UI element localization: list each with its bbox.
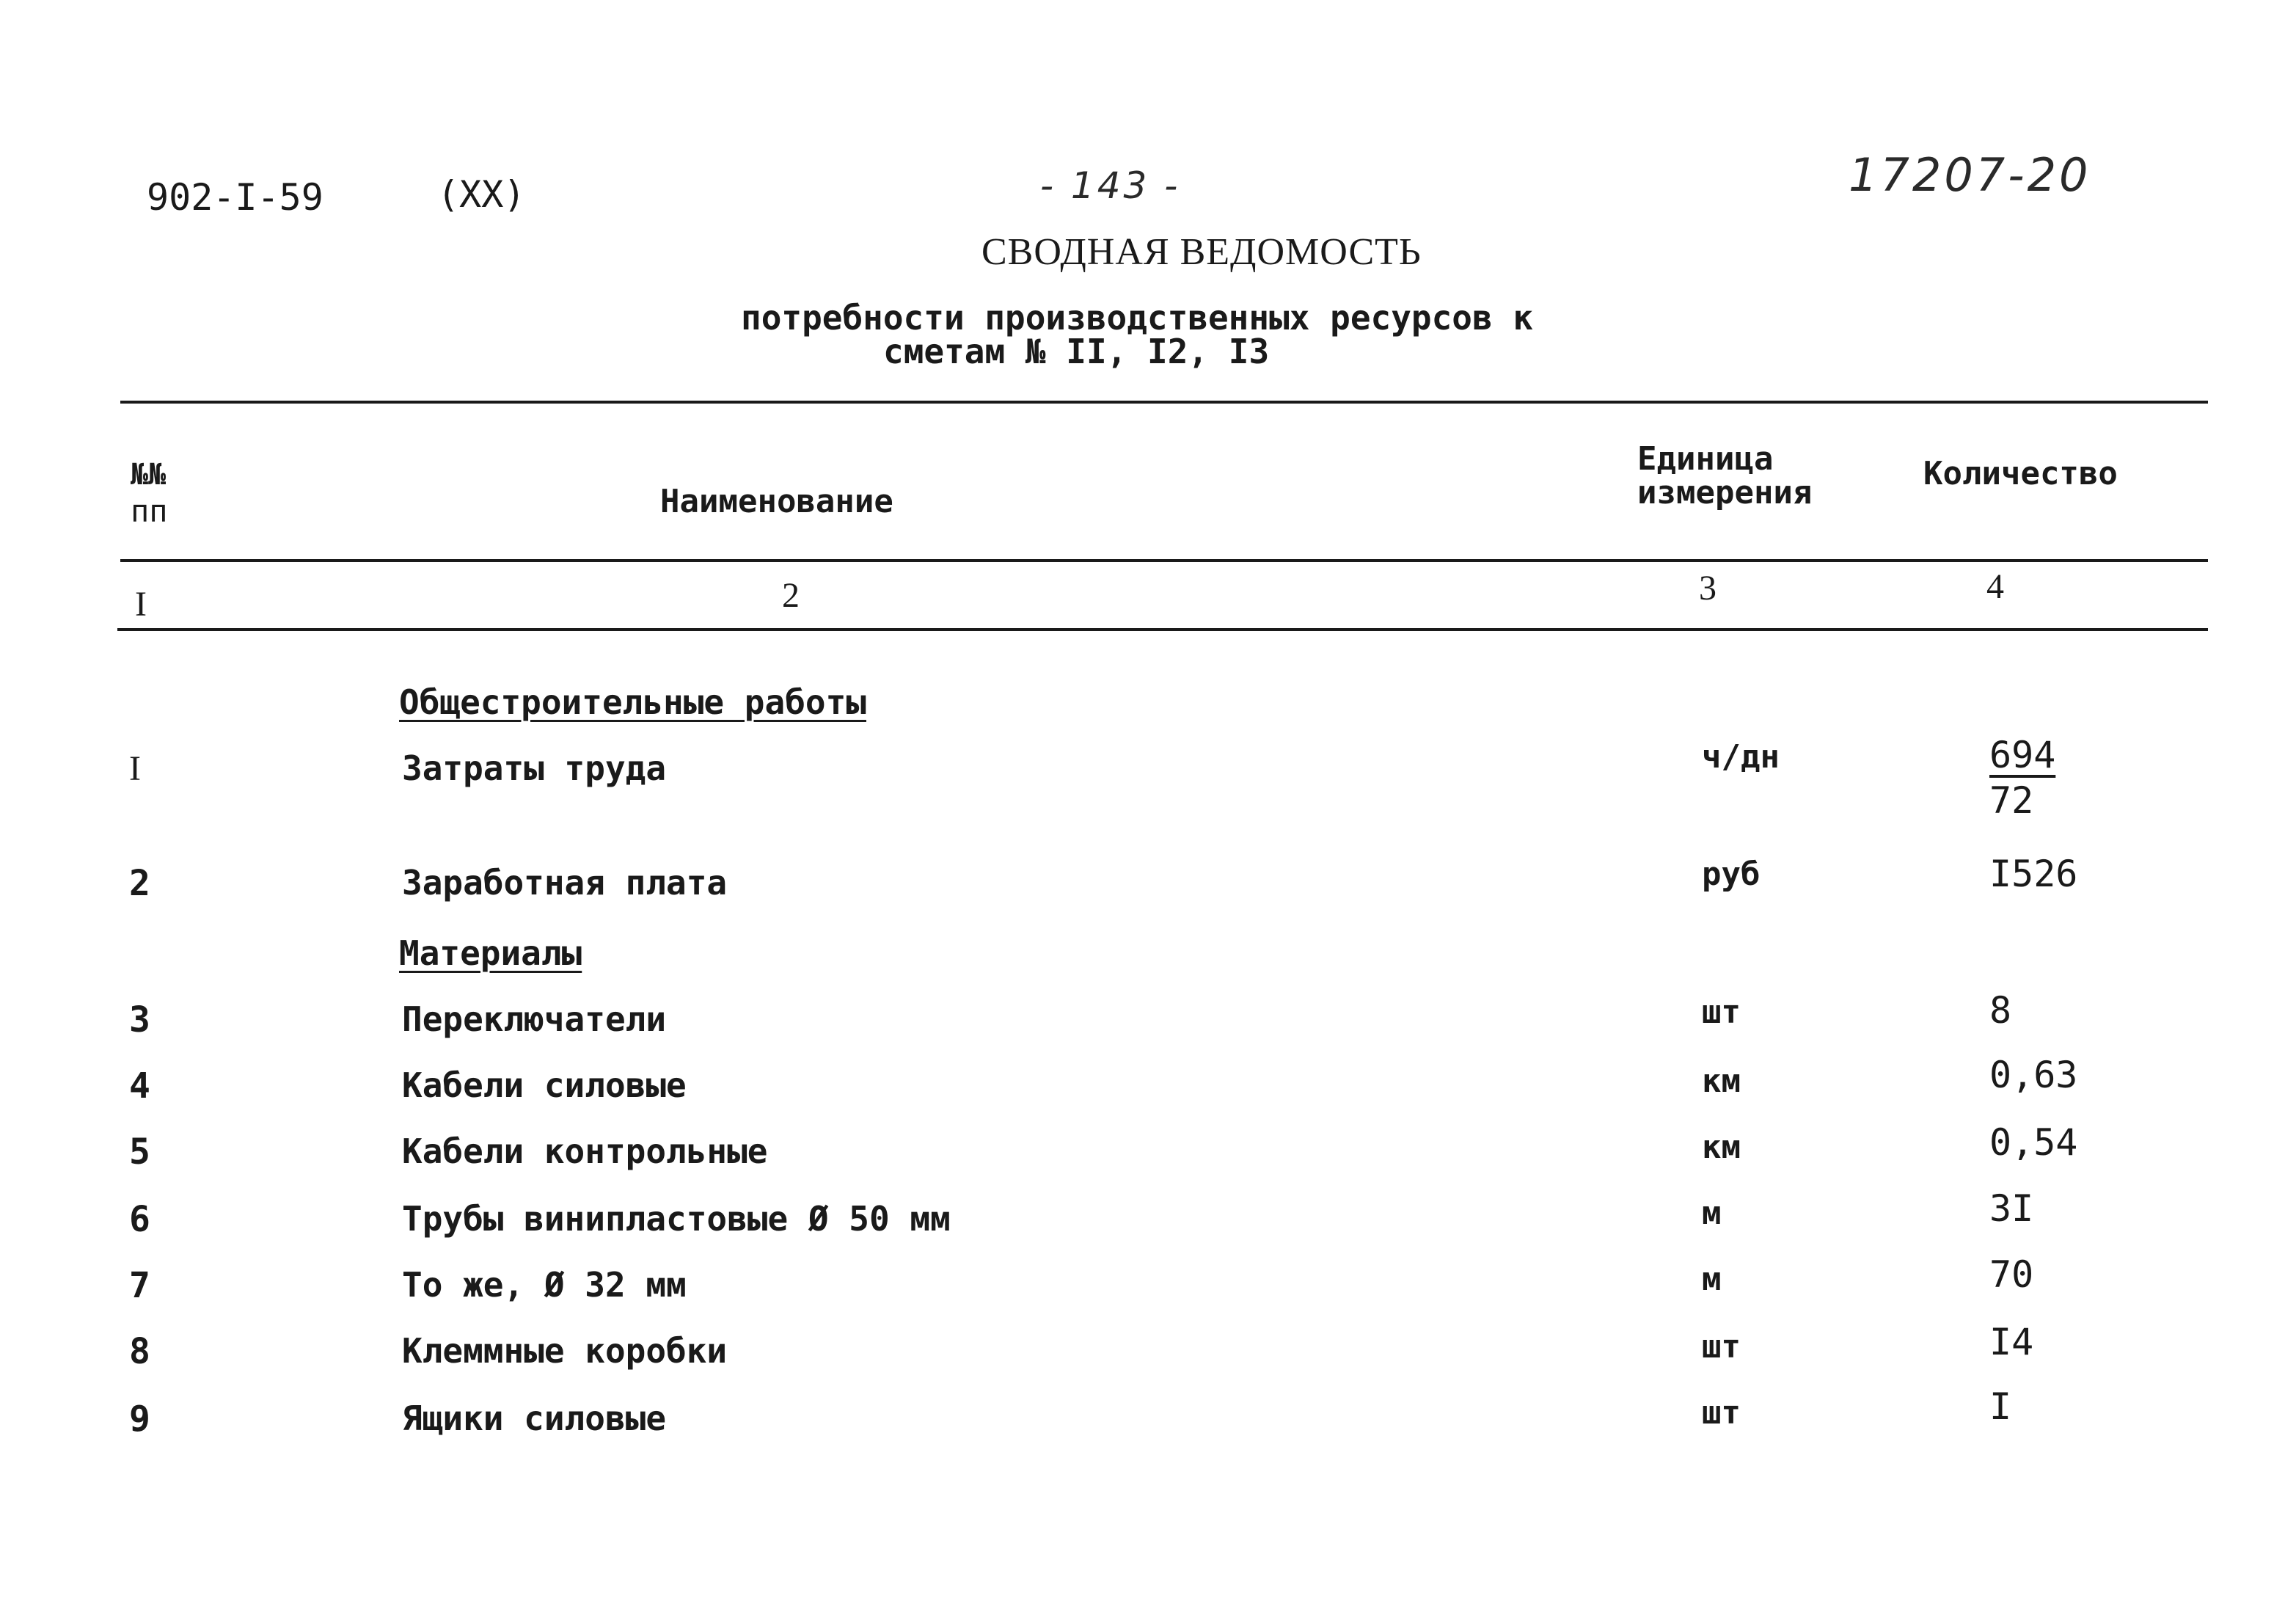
column-number-4: 4 — [1986, 567, 2004, 606]
header-num-line1: №№ — [131, 458, 167, 492]
header-qty: Количество — [1923, 455, 2118, 492]
row-number: 9 — [129, 1399, 150, 1440]
document-title: СВОДНАЯ ВЕДОМОСТЬ — [981, 231, 1422, 273]
row-name: То же, Ø 32 мм — [402, 1265, 687, 1305]
row-quantity: 8 — [1989, 989, 2012, 1032]
document-subtitle-line1: потребности производственных ресурсов к — [741, 298, 1534, 338]
row-name: Заработная плата — [402, 863, 728, 903]
section-heading-general-works: Общестроительные работы — [399, 682, 866, 722]
row-number: 7 — [129, 1265, 150, 1306]
header-unit-line1: Единица — [1637, 440, 1774, 478]
row-name: Переключатели — [402, 999, 667, 1039]
row-unit: руб — [1702, 856, 1761, 893]
row-unit: шт — [1702, 1394, 1741, 1432]
row-unit: шт — [1702, 1328, 1741, 1366]
page-number: - 143 - — [1040, 164, 1181, 207]
row-unit: км — [1702, 1129, 1741, 1166]
row-name: Кабели силовые — [402, 1065, 687, 1105]
row-number: 4 — [129, 1065, 150, 1107]
archive-number: 17207-20 — [1849, 148, 2091, 202]
row-quantity: 0,54 — [1989, 1121, 2078, 1164]
row-name: Клеммные коробки — [402, 1331, 728, 1371]
row-unit: м — [1702, 1261, 1722, 1298]
row-quantity-fraction — [1989, 732, 2055, 823]
row-number: 3 — [129, 999, 150, 1040]
row-name: Ящики силовые — [402, 1399, 667, 1438]
row-name: Кабели контрольные — [402, 1131, 768, 1171]
doc-code: 902-I-59 — [147, 176, 323, 219]
header-unit-line2: измерения — [1637, 474, 1813, 511]
row-quantity: I526 — [1989, 853, 2078, 895]
row-number: 6 — [129, 1199, 150, 1240]
column-number-3: 3 — [1699, 569, 1716, 608]
column-number-1: I — [135, 585, 147, 624]
document-subtitle-line2: сметам № II, I2, I3 — [883, 332, 1270, 371]
row-quantity: 0,63 — [1989, 1054, 2078, 1096]
row-quantity: 70 — [1989, 1253, 2034, 1296]
quantity-numerator: 694 — [1989, 734, 2056, 776]
header-num-line2: пп — [131, 493, 168, 529]
row-number: I — [129, 749, 141, 788]
row-name: Трубы винипластовые Ø 50 мм — [402, 1199, 951, 1239]
row-unit: шт — [1702, 994, 1741, 1031]
section-code: (XX) — [437, 173, 526, 216]
row-quantity: I — [1989, 1385, 2012, 1428]
header-bottom-rule — [120, 559, 2208, 562]
row-unit: м — [1702, 1195, 1722, 1232]
row-number: 2 — [129, 863, 150, 904]
row-quantity: 3I — [1989, 1187, 2034, 1230]
row-name: Затраты труда — [402, 748, 667, 788]
section-heading-materials: Материалы — [399, 933, 582, 973]
column-number-2: 2 — [782, 576, 800, 615]
row-unit: км — [1702, 1062, 1741, 1100]
table-top-rule — [120, 401, 2208, 404]
row-quantity: I4 — [1989, 1321, 2034, 1363]
quantity-denominator: 72 — [1989, 779, 2034, 822]
row-number: 5 — [129, 1131, 150, 1173]
column-numbers-bottom-rule — [117, 628, 2208, 631]
row-unit: ч/дн — [1702, 738, 1780, 776]
header-name: Наименование — [660, 483, 893, 520]
row-number: 8 — [129, 1331, 150, 1372]
